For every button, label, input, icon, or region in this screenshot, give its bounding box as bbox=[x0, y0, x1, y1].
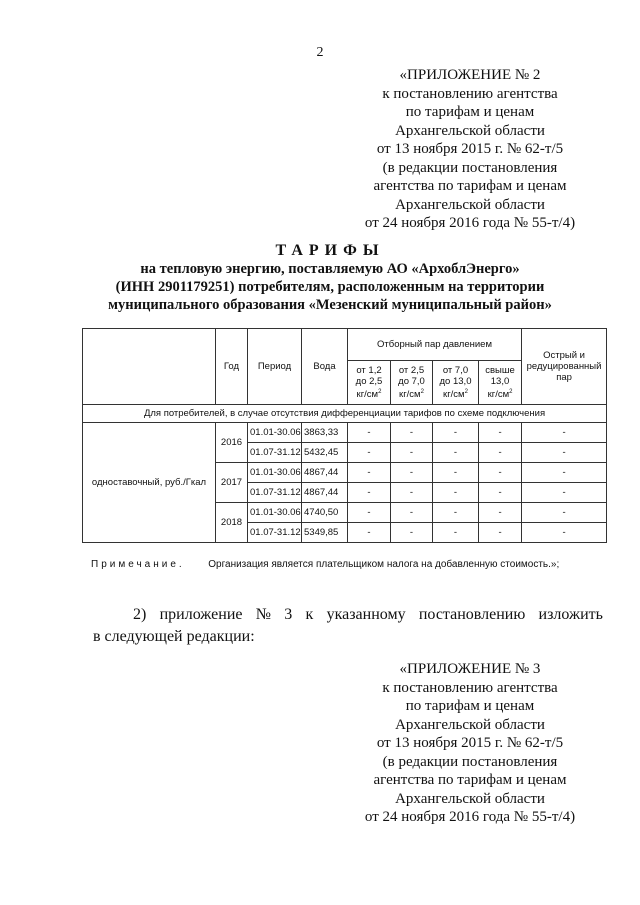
steam-cell: - bbox=[479, 523, 522, 543]
steam-cell: - bbox=[479, 423, 522, 443]
paragraph-word: приложение bbox=[159, 606, 243, 623]
steam-cell: - bbox=[433, 463, 479, 483]
paragraph-word: № bbox=[255, 606, 272, 623]
year-cell: 2017 bbox=[216, 463, 248, 503]
appendix-line: к постановлению агентства bbox=[382, 85, 558, 102]
section-label: Для потребителей, в случае отсутствия дифференциации тарифов по схеме подключения bbox=[83, 405, 607, 423]
amendment-paragraph bbox=[93, 604, 603, 648]
appendix-3-header bbox=[330, 660, 610, 827]
note-text: Организация является плательщиком налога на добавленную стоимость.»; bbox=[208, 559, 560, 570]
header-steam-col: от 2,5 до 7,0 $кг/см^2$ bbox=[391, 361, 433, 405]
table-note bbox=[91, 559, 559, 570]
title-line: (ИНН 2901179251) потребителям, расположенным на территории bbox=[115, 279, 545, 295]
header-period: Период bbox=[248, 329, 302, 405]
appendix-line: от 13 ноября 2015 г. № 62-т/5 bbox=[376, 141, 564, 157]
appendix-line: от 24 ноября 2016 года № 55-т/4) bbox=[364, 215, 576, 231]
water-cell: 4867,44 bbox=[302, 463, 348, 483]
water-cell: 4867,44 bbox=[302, 483, 348, 503]
steam-cell: - bbox=[348, 423, 391, 443]
steam-cell: - bbox=[348, 443, 391, 463]
sharp-steam-cell: - bbox=[522, 523, 607, 543]
water-cell: 5349,85 bbox=[302, 523, 348, 543]
steam-cell: - bbox=[391, 443, 433, 463]
steam-cell: - bbox=[348, 463, 391, 483]
steam-cell: - bbox=[433, 443, 479, 463]
paragraph-word: 2) bbox=[133, 606, 147, 623]
paragraph-word: к bbox=[305, 606, 314, 623]
sharp-steam-cell: - bbox=[522, 423, 607, 443]
steam-cell: - bbox=[391, 503, 433, 523]
row-label: одноставочный, руб./Гкал bbox=[83, 423, 216, 543]
paragraph-word: 3 bbox=[284, 606, 293, 623]
steam-cell: - bbox=[348, 523, 391, 543]
steam-cell: - bbox=[391, 483, 433, 503]
sharp-steam-cell: - bbox=[522, 503, 607, 523]
appendix-line: Архангельской области bbox=[395, 196, 545, 213]
header-water: Вода bbox=[302, 329, 348, 405]
paragraph-word: постановлению bbox=[418, 606, 526, 623]
paragraph-word: указанному bbox=[326, 606, 406, 623]
steam-cell: - bbox=[479, 483, 522, 503]
appendix-line: «ПРИЛОЖЕНИЕ № 2 bbox=[399, 67, 541, 83]
document-title bbox=[60, 242, 600, 314]
period-cell: 01.01-30.06 bbox=[248, 503, 302, 523]
header-steam-col: свыше 13,0 $кг/см^2$ bbox=[479, 361, 522, 405]
period-cell: 01.07-31.12 bbox=[248, 483, 302, 503]
header-sharp-steam: Острый и редуцированный пар bbox=[522, 329, 607, 405]
steam-cell: - bbox=[391, 523, 433, 543]
period-cell: 01.07-31.12 bbox=[248, 523, 302, 543]
appendix-line: Архангельской области bbox=[395, 716, 545, 733]
title-line: на тепловую энергию, поставляемую АО «АрхоблЭнерго» bbox=[140, 261, 520, 277]
appendix-line: (в редакции постановления bbox=[382, 753, 558, 770]
steam-cell: - bbox=[433, 523, 479, 543]
period-cell: 01.07-31.12 bbox=[248, 443, 302, 463]
title-main: ТАРИФЫ bbox=[275, 242, 385, 259]
appendix-line: по тарифам и ценам bbox=[405, 698, 535, 714]
steam-cell: - bbox=[479, 463, 522, 483]
steam-cell: - bbox=[433, 423, 479, 443]
year-cell: 2016 bbox=[216, 423, 248, 463]
appendix-line: к постановлению агентства bbox=[382, 679, 558, 696]
sharp-steam-cell: - bbox=[522, 463, 607, 483]
sharp-steam-cell: - bbox=[522, 483, 607, 503]
header-blank-cell bbox=[83, 329, 216, 405]
steam-cell: - bbox=[348, 483, 391, 503]
appendix-line: от 24 ноября 2016 года № 55-т/4) bbox=[364, 809, 576, 825]
appendix-line: «ПРИЛОЖЕНИЕ № 3 bbox=[399, 661, 541, 677]
appendix-line: Архангельской области bbox=[395, 122, 545, 139]
water-cell: 3863,33 bbox=[302, 423, 348, 443]
steam-cell: - bbox=[479, 503, 522, 523]
note-label: Примечание. bbox=[91, 559, 185, 570]
appendix-line: по тарифам и ценам bbox=[405, 104, 535, 120]
appendix-line: от 13 ноября 2015 г. № 62-т/5 bbox=[376, 735, 564, 751]
paragraph-line-1 bbox=[93, 604, 603, 626]
appendix-2-header bbox=[330, 66, 610, 233]
steam-cell: - bbox=[433, 483, 479, 503]
header-steam-col: от 1,2 до 2,5 $кг/см^2$ bbox=[348, 361, 391, 405]
header-year: Год bbox=[216, 329, 248, 405]
appendix-line: агентства по тарифам и ценам bbox=[373, 178, 567, 194]
header-steam-col: от 7,0 до 13,0 $кг/см^2$ bbox=[433, 361, 479, 405]
steam-cell: - bbox=[433, 503, 479, 523]
appendix-line: Архангельской области bbox=[395, 790, 545, 807]
tariff-table bbox=[82, 328, 607, 543]
steam-cell: - bbox=[479, 443, 522, 463]
appendix-line: (в редакции постановления bbox=[382, 159, 558, 176]
paragraph-word: изложить bbox=[538, 606, 603, 623]
paragraph-line-2: в следующей редакции: bbox=[93, 628, 255, 645]
title-line: муниципального образования «Мезенский муниципальный район» bbox=[108, 297, 552, 313]
page-number: 2 bbox=[316, 45, 324, 60]
appendix-line: агентства по тарифам и ценам bbox=[373, 772, 567, 788]
period-cell: 01.01-30.06 bbox=[248, 463, 302, 483]
sharp-steam-cell: - bbox=[522, 443, 607, 463]
header-steam-group: Отборный пар давлением bbox=[348, 329, 522, 361]
steam-cell: - bbox=[391, 423, 433, 443]
water-cell: 4740,50 bbox=[302, 503, 348, 523]
steam-cell: - bbox=[348, 503, 391, 523]
water-cell: 5432,45 bbox=[302, 443, 348, 463]
period-cell: 01.01-30.06 bbox=[248, 423, 302, 443]
year-cell: 2018 bbox=[216, 503, 248, 543]
table-row bbox=[83, 423, 607, 443]
steam-cell: - bbox=[391, 463, 433, 483]
